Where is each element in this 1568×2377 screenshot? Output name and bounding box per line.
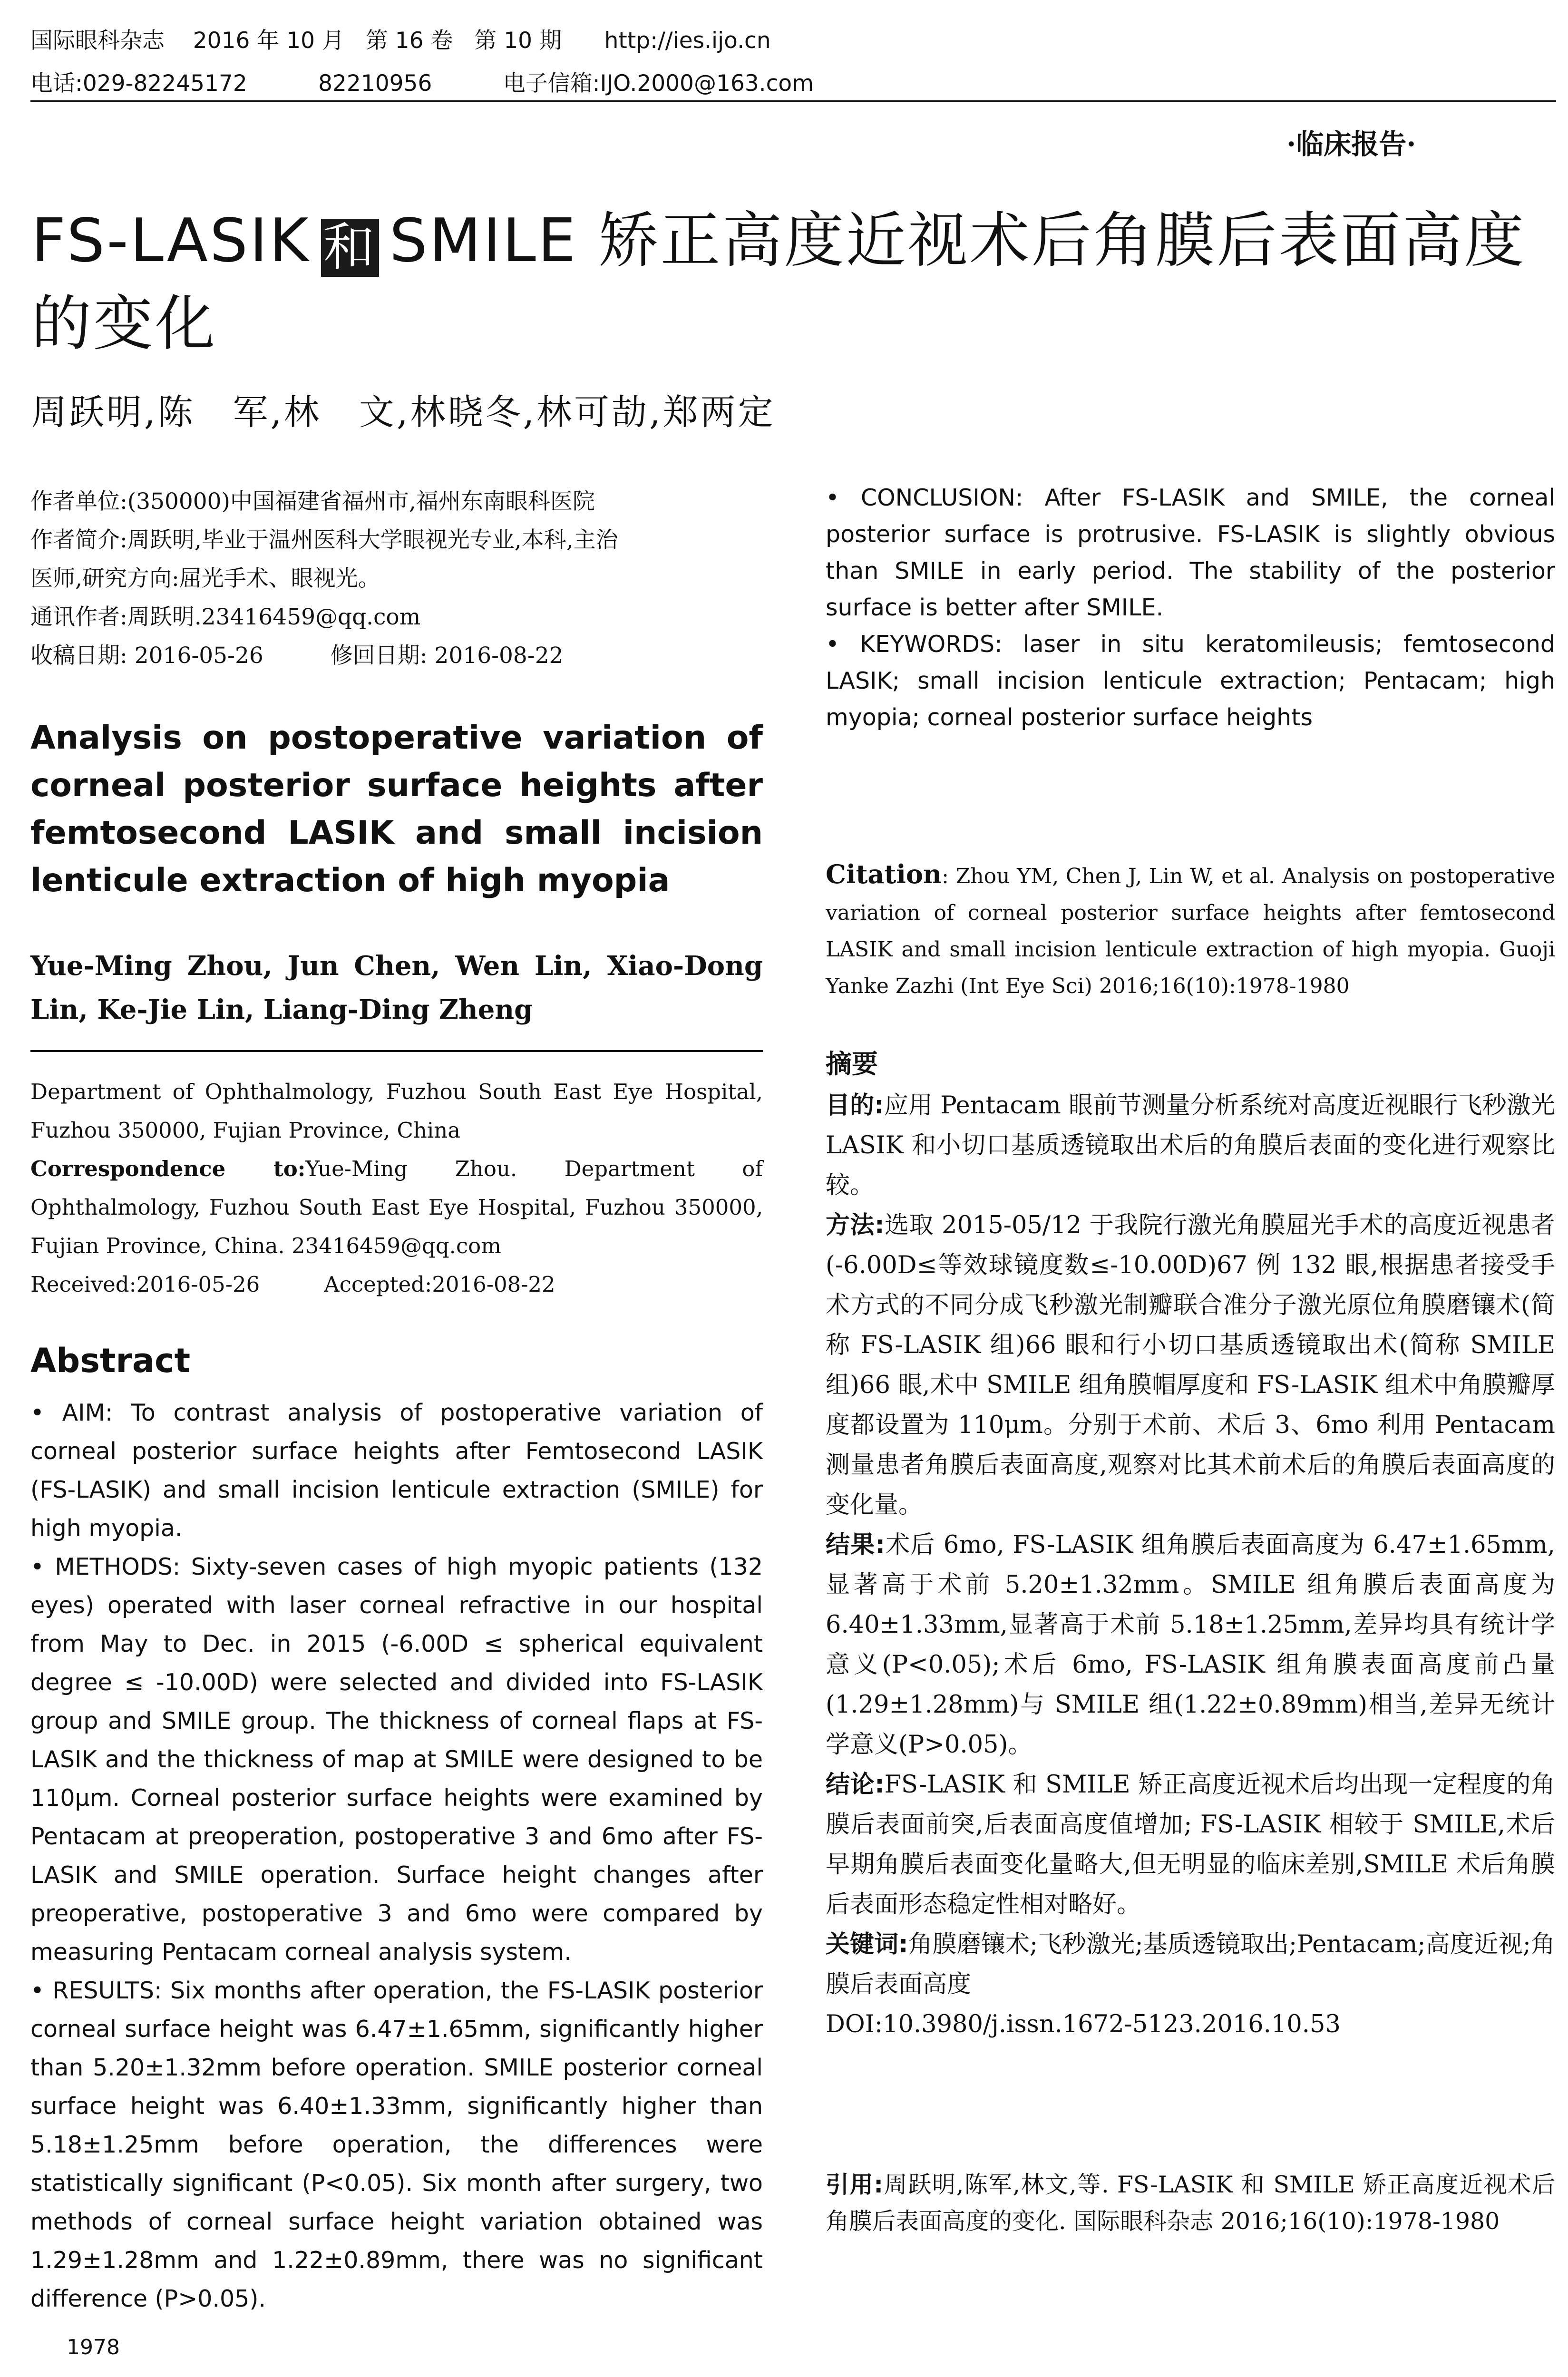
en-title-line: Analysis on postoperative variation of xyxy=(30,719,763,757)
doi: DOI:10.3980/j.issn.1672-5123.2016.10.53 xyxy=(826,2010,1341,2038)
author-unit: 作者单位:(350000)中国福建省福州市,福州东南眼科医院 xyxy=(30,488,595,515)
correspondence-label: Correspondence to: xyxy=(30,1156,306,1181)
cn-keywords xyxy=(826,1925,1555,2005)
dates-cn: 收稿日期: 2016-05-26 修回日期: 2016-08-22 xyxy=(30,643,564,669)
author-bio-1: 作者简介:周跃明,毕业于温州医科大学眼视光专业,本科,主治 xyxy=(30,527,618,553)
en-authors-line: Lin, Ke-Jie Lin, Liang-Ding Zheng xyxy=(30,994,533,1025)
affiliation-block xyxy=(30,1072,763,1304)
journal-header-line1: 国际眼科杂志 2016 年 10 月 第 16 卷 第 10 期 http://ies.ijo.cn xyxy=(30,28,771,54)
cn-keywords-label: 关键词: xyxy=(826,1930,908,1958)
authors-chinese: 周跃明,陈 军,林 文,林晓冬,林可劼,郑两定 xyxy=(31,392,776,433)
cn-results-label: 结果: xyxy=(826,1531,885,1559)
abstract-methods: • METHODS: Sixty-seven cases of high myopic patients (132 eyes) operated with laser corneal refractive in our hospital from May to Dec. in 2015 (-6.00D ≤ spherical equivalent degree ≤ -10.00D) were selected and divided into FS-LASIK group and SMILE group. The thickness of corneal flaps at FS-LASIK and the thickness of map at SMILE were designed to be 110μm. Corneal posterior surface heights were examined by Pentacam at preoperation, postoperative 3 and 6mo after FS-LASIK and SMILE operation. Surface height changes after preoperative, postoperative 3 and 6mo were compared by measuring Pentacam corneal analysis system. xyxy=(30,1553,763,1966)
citation-text: : Zhou YM, Chen J, Lin W, et al. Analysis on postoperative variation of corneal posterior surface heights after femtosecond LASIK and small incision lenticule extraction of high myopia. Guoji Yanke Zazhi (Int Eye Sci) 2016;16(10):1978-1980 xyxy=(826,864,1555,998)
cn-keywords-text: 角膜磨镶术;飞秒激光;基质透镜取出;Pentacam;高度近视;角膜后表面高度 xyxy=(826,1930,1555,1998)
journal-header-line2: 电话:029-82245172 82210956 电子信箱:IJO.2000@163.com xyxy=(30,70,814,97)
title-part2: SMILE 矫正高度近视术后角膜后表面高度 xyxy=(389,205,1526,275)
cn-abstract-heading: 摘要 xyxy=(826,1049,878,1079)
page-number: 1978 xyxy=(67,2335,120,2359)
en-title-line: lenticule extraction of high myopia xyxy=(30,862,670,899)
author-bio-2: 医师,研究方向:屈光手术、眼视光。 xyxy=(30,565,380,592)
cn-aim-text: 应用 Pentacam 眼前节测量分析系统对高度近视眼行飞秒激光 LASIK 和小切口基质透镜取出术后的角膜后表面的变化进行观察比较。 xyxy=(826,1091,1555,1199)
section-label: ·临床报告· xyxy=(1286,128,1416,160)
abstract-aim: • AIM: To contrast analysis of postoperative variation of corneal posterior surface heights after Femtosecond LASIK (FS-LASIK) and small incision lenticule extraction (SMILE) for high myopia. xyxy=(30,1399,763,1542)
abstract-conclusion: • CONCLUSION: After FS-LASIK and SMILE, the corneal posterior surface is protrusive. FS-LASIK is slightly obvious than SMILE in early period. The stability of the posterior surface is better after SMILE. xyxy=(826,484,1555,621)
cn-methods xyxy=(826,1206,1555,1525)
abstract-heading: Abstract xyxy=(30,1341,191,1380)
chinese-citation xyxy=(826,2166,1555,2240)
en-authors-line: Yue-Ming Zhou, Jun Chen, Wen Lin, Xiao-Dong xyxy=(30,950,763,982)
cn-results-text: 术后 6mo, FS-LASIK 组角膜后表面高度为 6.47±1.65mm,显著高于术前 5.20±1.32mm。SMILE 组角膜后表面高度为 6.40±1.33mm,显著高于术前 5.18±1.25mm,差异均具有统计学意义(P<0.05);术后 6mo, FS-LASIK 组角膜表面高度前凸量(1.29±1.28mm)与 SMILE 组(1.22±0.89mm)相当,差异无统计学意义(P>0.05)。 xyxy=(826,1531,1555,1759)
affiliation-dept: Department of Ophthalmology, Fuzhou South East Eye Hospital, Fuzhou 350000, Fujian Province, China xyxy=(30,1079,763,1143)
cn-citation-text: 周跃明,陈军,林文,等. FS-LASIK 和 SMILE 矫正高度近视术后角膜后表面高度的变化. 国际眼科杂志 2016;16(10):1978-1980 xyxy=(826,2171,1555,2235)
title-part1: FS-LASIK xyxy=(31,205,311,275)
en-title-line: corneal posterior surface heights after xyxy=(30,767,763,804)
cn-conclusion-label: 结论: xyxy=(826,1771,885,1799)
cn-aim xyxy=(826,1086,1555,1206)
correspondence-en xyxy=(30,1150,763,1265)
en-title-line: femtosecond LASIK and small incision xyxy=(30,814,763,852)
received-accepted: Received:2016-05-26 Accepted:2016-08-22 xyxy=(30,1272,555,1297)
abstract-continued xyxy=(826,479,1555,736)
cn-aim-label: 目的: xyxy=(826,1091,884,1120)
citation-en xyxy=(826,856,1555,1004)
abstract-body xyxy=(30,1393,763,2318)
divider-rule xyxy=(30,1050,763,1052)
cn-citation-label: 引用: xyxy=(826,2171,883,2198)
english-authors xyxy=(30,944,763,1032)
english-title xyxy=(30,714,763,905)
cn-results xyxy=(826,1525,1555,1765)
author-info-cn xyxy=(30,482,763,675)
title-boxed-char: 和 xyxy=(321,219,379,277)
header-rule xyxy=(30,100,1556,102)
article-title xyxy=(31,199,1553,365)
abstract-results: • RESULTS: Six months after operation, the FS-LASIK posterior corneal surface height was 6.47±1.65mm, significantly higher than 5.20±1.32mm before operation. SMILE posterior corneal surface height was 6.40±1.33mm, significantly higher than 5.18±1.25mm before operation, the differences were statistically significant (P<0.05). Six month after surgery, two methods of corneal surface height variation obtained was 1.29±1.28mm and 1.22±0.89mm, there was no significant difference (P>0.05). xyxy=(30,1977,763,2312)
cn-conclusion-text: FS-LASIK 和 SMILE 矫正高度近视术后均出现一定程度的角膜后表面前突,后表面高度值增加; FS-LASIK 相较于 SMILE,术后早期角膜后表面变化量略大,但无明显的临床差别,SMILE 术后角膜后表面形态稳定性相对略好。 xyxy=(826,1771,1555,1919)
title-line2: 的变化 xyxy=(31,289,217,359)
chinese-abstract xyxy=(826,1044,1555,2045)
correspondence-cn: 通讯作者:周跃明.23416459@qq.com xyxy=(30,604,421,630)
abstract-keywords: • KEYWORDS: laser in situ keratomileusis; femtosecond LASIK; small incision lenticule extraction; Pentacam; high myopia; corneal posterior surface heights xyxy=(826,631,1555,731)
cn-methods-label: 方法: xyxy=(826,1211,885,1239)
citation-label: Citation xyxy=(826,859,942,889)
cn-conclusion xyxy=(826,1765,1555,1925)
cn-methods-text: 选取 2015-05/12 于我院行激光角膜屈光手术的高度近视患者(-6.00D≤等效球镜度数≤-10.00D)67 例 132 眼,根据患者接受手术方式的不同分成飞秒激光制瓣联合准分子激光原位角膜磨镶术(简称 FS-LASIK 组)66 眼和行小切口基质透镜取出术(简称 SMILE 组)66 眼,术中 SMILE 组角膜帽厚度和 FS-LASIK 组术中角膜瓣厚度都设置为 110μm。分别于术前、术后 3、6mo 利用 Pentacam 测量患者角膜后表面高度,观察对比其术前术后的角膜后表面高度的变化量。 xyxy=(826,1211,1555,1519)
correspondence-text: Yue-Ming Zhou. Department of Ophthalmology, Fuzhou South East Eye Hospital, Fuzhou 350000, Fujian Province, China. 23416459@qq.com xyxy=(30,1156,763,1258)
